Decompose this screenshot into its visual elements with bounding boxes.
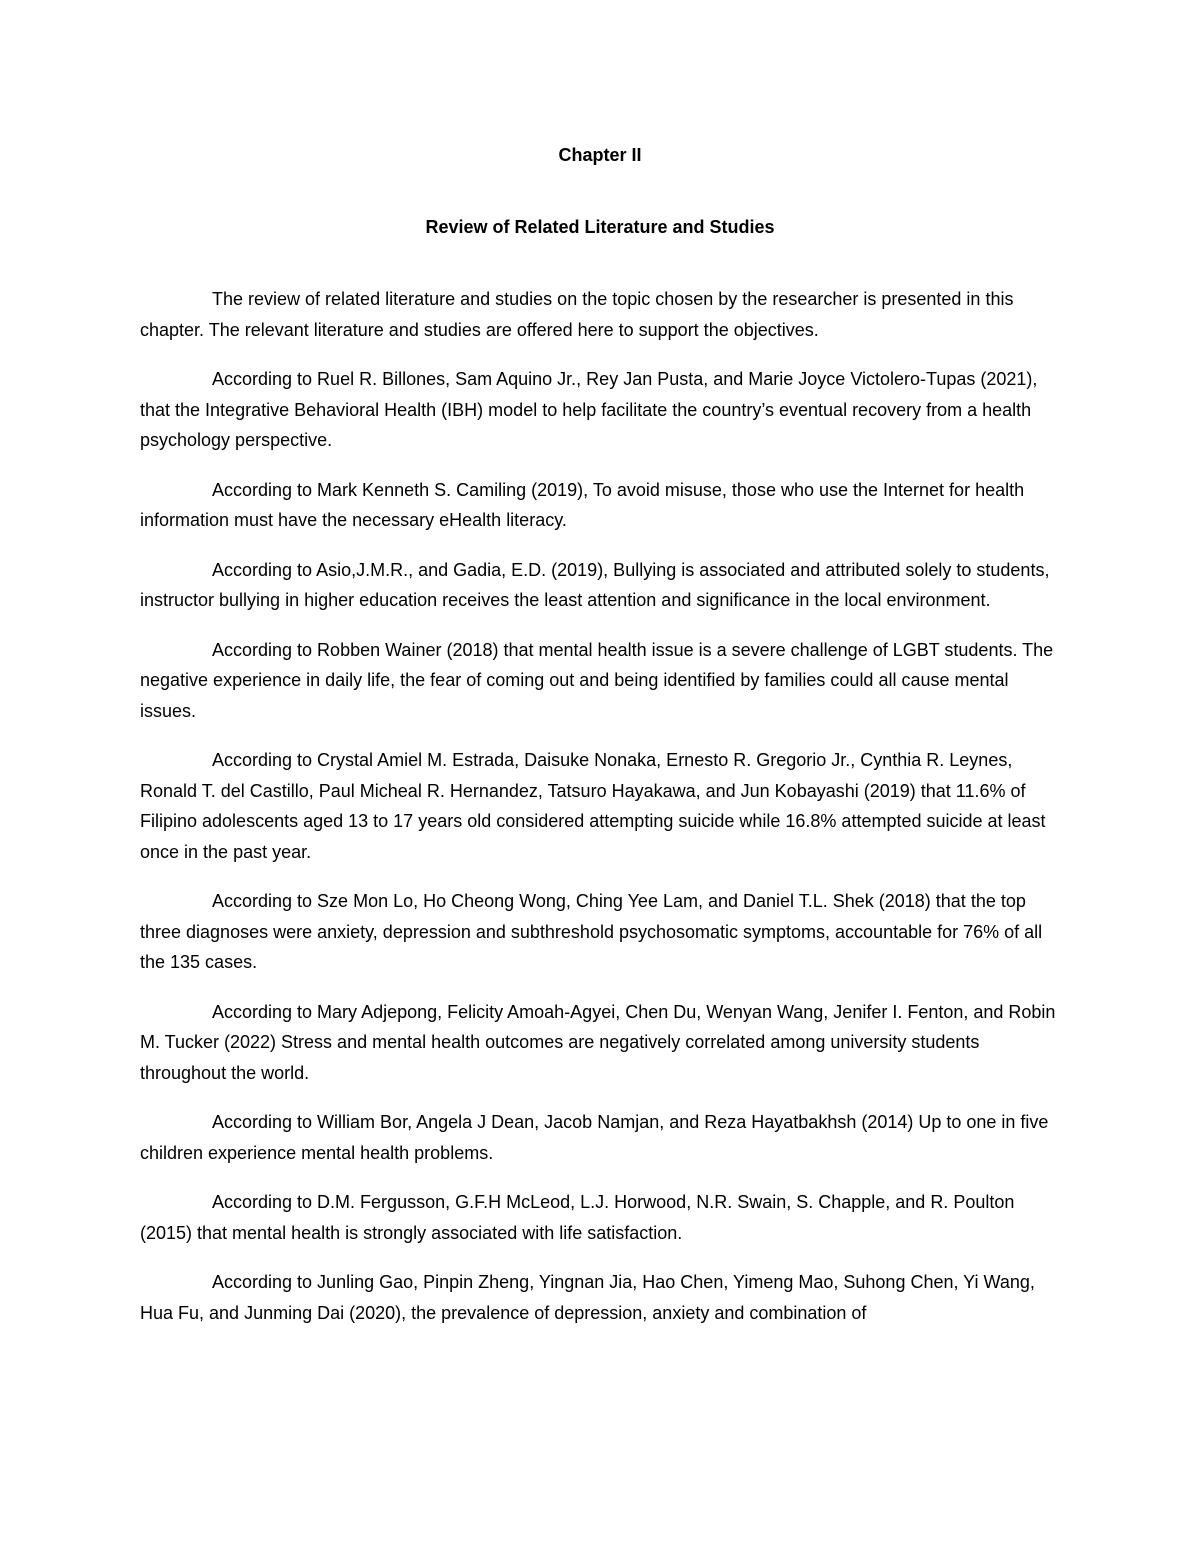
paragraph-estrada: According to Crystal Amiel M. Estrada, Daisuke Nonaka, Ernesto R. Gregorio Jr., Cynthia R. Leynes, Ronald T. del Castillo, Paul Micheal R. Hernandez, Tatsuro Hayakawa, and Jun Kobayashi (2019) that 11.6% of Filipino adolescents aged 13 to 17 years old considered attempting suicide while 16.8% attempted suicide at least once in the past year. (140, 750, 1046, 862)
page-content (140, 140, 1060, 1347)
chapter-heading: Chapter II (558, 145, 642, 165)
paragraph-bor: According to William Bor, Angela J Dean, Jacob Namjan, and Reza Hayatbakhsh (2014) Up to one in five children experience mental health problems. (140, 1112, 1049, 1163)
paragraph-adjepong: According to Mary Adjepong, Felicity Amoah-Agyei, Chen Du, Wenyan Wang, Jenifer I. Fenton, and Robin M. Tucker (2022) Stress and mental health outcomes are negatively correlated among university students throughout the world. (140, 1001, 1056, 1083)
paragraph-gao: According to Junling Gao, Pinpin Zheng, Yingnan Jia, Hao Chen, Yimeng Mao, Suhong Chen, Yi Wang, Hua Fu, and Junming Dai (2020), the prevalence of depression, anxiety and combination of (140, 1272, 1035, 1323)
paragraph-wainer: According to Robben Wainer (2018) that mental health issue is a severe challenge of LGBT students. The negative experience in daily life, the fear of coming out and being identified by families could all cause mental issues. (140, 639, 1054, 721)
paragraph-camiling: According to Mark Kenneth S. Camiling (2019), To avoid misuse, those who use the Internet for health information must have the necessary eHealth literacy. (140, 479, 1025, 530)
paragraph-intro: The review of related literature and studies on the topic chosen by the researcher is presented in this chapter. The relevant literature and studies are offered here to support the objectives. (140, 289, 1014, 340)
paragraph-billones: According to Ruel R. Billones, Sam Aquino Jr., Rey Jan Pusta, and Marie Joyce Victolero-Tupas (2021), that the Integrative Behavioral Health (IBH) model to help facilitate the country’s eventual recovery from a health psychology perspective. (140, 369, 1038, 450)
paragraph-lo: According to Sze Mon Lo, Ho Cheong Wong, Ching Yee Lam, and Daniel T.L. Shek (2018) that the top three diagnoses were anxiety, depression and subthreshold psychosomatic symptoms, accountable for 76% of all the 135 cases. (140, 891, 1043, 972)
body-text (140, 284, 1060, 1328)
paragraph-asio: According to Asio,J.M.R., and Gadia, E.D. (2019), Bullying is associated and attributed solely to students, instructor bullying in higher education receives the least attention and significance in the local environment. (140, 559, 1050, 610)
section-title: Review of Related Literature and Studies (425, 217, 775, 237)
paragraph-fergusson: According to D.M. Fergusson, G.F.H McLeod, L.J. Horwood, N.R. Swain, S. Chapple, and R. Poulton (2015) that mental health is strongly associated with life satisfaction. (140, 1192, 1015, 1243)
